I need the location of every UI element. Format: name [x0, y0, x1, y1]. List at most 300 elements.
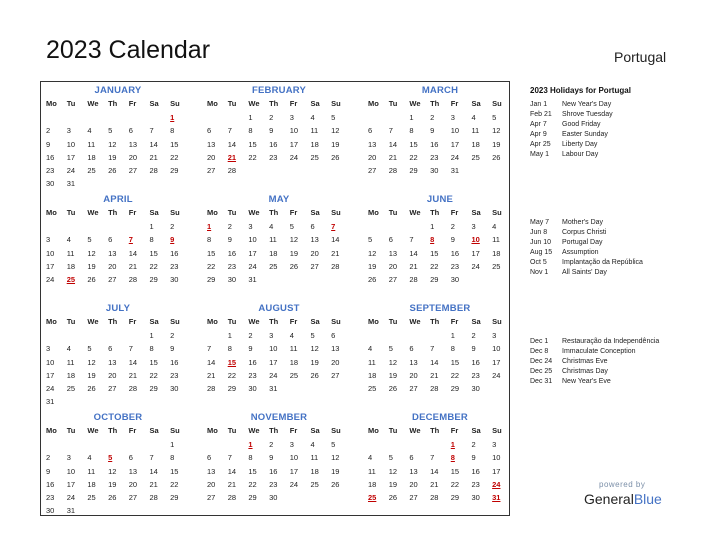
day-cell[interactable]: 24 [248, 261, 257, 271]
day-cell[interactable]: 26 [492, 152, 501, 162]
day-cell[interactable]: 15 [430, 248, 439, 258]
day-cell[interactable]: 29 [207, 275, 216, 285]
day-cell[interactable]: 2 [450, 222, 455, 231]
day-cell[interactable]: 1 [149, 222, 154, 231]
day-cell[interactable]: 20 [207, 479, 216, 489]
day-cell[interactable]: 29 [409, 166, 418, 176]
day-cell[interactable]: 10 [450, 126, 460, 136]
day-cell[interactable]: 5 [388, 453, 393, 463]
day-cell[interactable]: 27 [108, 275, 117, 285]
day-cell[interactable]: 5 [108, 126, 113, 136]
day-cell[interactable]: 13 [388, 248, 398, 258]
day-cell[interactable]: 26 [331, 152, 340, 162]
day-cell[interactable]: 3 [66, 453, 71, 463]
day-cell[interactable]: 3 [289, 113, 294, 122]
day-cell[interactable]: 22 [248, 479, 257, 489]
day-cell[interactable]: 2 [269, 440, 274, 449]
day-cell[interactable]: 2 [471, 440, 476, 449]
day-cell[interactable]: 22 [409, 152, 418, 162]
day-cell[interactable]: 14 [149, 139, 158, 149]
day-cell[interactable]: 3 [289, 440, 294, 449]
day-cell[interactable]: 12 [310, 344, 319, 354]
day-cell[interactable]: 14 [388, 139, 398, 149]
day-cell[interactable]: 17 [289, 139, 299, 149]
day-cell[interactable]: 3 [46, 235, 51, 245]
day-cell[interactable]: 9 [269, 126, 274, 136]
day-cell[interactable]: 31 [46, 397, 55, 407]
day-cell[interactable]: 12 [388, 357, 398, 367]
day-cell[interactable]: 16 [170, 357, 179, 367]
day-cell[interactable]: 19 [368, 261, 377, 271]
day-cell[interactable]: 8 [227, 344, 232, 354]
day-cell[interactable]: 18 [66, 370, 76, 380]
day-cell[interactable]: 22 [149, 261, 158, 271]
day-cell[interactable]: 5 [368, 235, 373, 245]
day-cell[interactable]: 19 [108, 152, 117, 162]
day-cell[interactable]: 23 [269, 479, 278, 489]
day-cell[interactable]: 25 [310, 152, 319, 162]
day-cell[interactable]: 31 [248, 275, 257, 285]
day-cell[interactable]: 6 [128, 453, 133, 463]
day-cell[interactable]: 16 [269, 139, 278, 149]
day-cell[interactable]: 5 [331, 113, 336, 122]
day-cell[interactable]: 26 [331, 479, 340, 489]
day-cell[interactable]: 1 [430, 222, 435, 231]
day-cell[interactable]: 11 [368, 466, 376, 476]
day-cell[interactable]: 21 [149, 152, 158, 162]
day-cell[interactable]: 24 [269, 370, 278, 380]
day-cell[interactable]: 24 [450, 152, 460, 162]
day-cell[interactable]: 6 [310, 222, 315, 231]
day-cell[interactable]: 24 [66, 493, 76, 503]
day-cell[interactable]: 28 [128, 384, 138, 394]
day-cell[interactable]: 28 [149, 166, 158, 176]
day-cell[interactable]: 9 [46, 466, 51, 476]
day-cell[interactable]: 4 [471, 113, 476, 122]
day-cell[interactable]: 19 [388, 370, 398, 380]
day-cell[interactable]: 10 [248, 235, 257, 245]
day-cell[interactable]: 24 [66, 166, 76, 176]
day-cell[interactable]: 15 [450, 466, 460, 476]
day-cell[interactable]: 3 [492, 440, 497, 449]
day-cell[interactable]: 17 [492, 357, 501, 367]
day-cell[interactable]: 16 [450, 248, 460, 258]
day-cell[interactable]: 23 [471, 479, 480, 489]
day-cell[interactable]: 18 [471, 139, 480, 149]
holiday-day-cell[interactable]: 9 [170, 235, 175, 245]
day-cell[interactable]: 30 [46, 506, 55, 516]
day-cell[interactable]: 9 [471, 453, 476, 463]
day-cell[interactable]: 29 [149, 384, 158, 394]
day-cell[interactable]: 21 [331, 248, 340, 258]
day-cell[interactable]: 21 [430, 479, 439, 489]
day-cell[interactable]: 26 [388, 493, 398, 503]
day-cell[interactable]: 14 [207, 357, 216, 367]
day-cell[interactable]: 26 [87, 275, 96, 285]
day-cell[interactable]: 4 [269, 222, 274, 231]
day-cell[interactable]: 29 [450, 493, 460, 503]
day-cell[interactable]: 14 [409, 248, 418, 258]
day-cell[interactable]: 8 [409, 126, 414, 136]
day-cell[interactable]: 12 [108, 139, 117, 149]
day-cell[interactable]: 12 [87, 357, 96, 367]
day-cell[interactable]: 10 [289, 453, 299, 463]
day-cell[interactable]: 25 [310, 479, 319, 489]
day-cell[interactable]: 30 [450, 275, 460, 285]
day-cell[interactable]: 20 [207, 152, 216, 162]
day-cell[interactable]: 14 [227, 466, 237, 476]
day-cell[interactable]: 6 [331, 331, 336, 340]
day-cell[interactable]: 13 [108, 248, 117, 258]
day-cell[interactable]: 12 [289, 235, 299, 245]
holiday-day-cell[interactable]: 25 [368, 493, 377, 503]
day-cell[interactable]: 11 [87, 139, 96, 149]
day-cell[interactable]: 17 [471, 248, 480, 258]
day-cell[interactable]: 1 [170, 440, 175, 449]
holiday-day-cell[interactable]: 1 [450, 440, 455, 449]
day-cell[interactable]: 27 [128, 493, 138, 503]
day-cell[interactable]: 16 [430, 139, 439, 149]
day-cell[interactable]: 24 [46, 384, 55, 394]
day-cell[interactable]: 21 [128, 261, 138, 271]
day-cell[interactable]: 7 [149, 453, 154, 463]
day-cell[interactable]: 24 [492, 370, 501, 380]
day-cell[interactable]: 20 [409, 479, 418, 489]
day-cell[interactable]: 2 [269, 113, 274, 122]
day-cell[interactable]: 13 [128, 466, 138, 476]
day-cell[interactable]: 29 [450, 384, 460, 394]
day-cell[interactable]: 7 [430, 344, 435, 354]
day-cell[interactable]: 4 [66, 344, 71, 354]
day-cell[interactable]: 16 [471, 466, 480, 476]
day-cell[interactable]: 10 [492, 453, 501, 463]
day-cell[interactable]: 28 [227, 166, 237, 176]
day-cell[interactable]: 23 [170, 370, 179, 380]
day-cell[interactable]: 26 [310, 370, 319, 380]
day-cell[interactable]: 25 [269, 261, 278, 271]
day-cell[interactable]: 3 [269, 331, 274, 340]
holiday-day-cell[interactable]: 8 [450, 453, 455, 463]
day-cell[interactable]: 13 [207, 466, 216, 476]
day-cell[interactable]: 15 [409, 139, 418, 149]
day-cell[interactable]: 20 [331, 357, 340, 367]
day-cell[interactable]: 30 [430, 166, 439, 176]
day-cell[interactable]: 13 [409, 466, 418, 476]
day-cell[interactable]: 4 [310, 440, 315, 449]
day-cell[interactable]: 13 [108, 357, 117, 367]
day-cell[interactable]: 4 [66, 235, 71, 245]
day-cell[interactable]: 15 [149, 357, 158, 367]
day-cell[interactable]: 13 [128, 139, 138, 149]
day-cell[interactable]: 7 [388, 126, 393, 136]
day-cell[interactable]: 21 [430, 370, 439, 380]
day-cell[interactable]: 7 [227, 453, 232, 463]
day-cell[interactable]: 12 [331, 453, 340, 463]
day-cell[interactable]: 15 [170, 139, 179, 149]
day-cell[interactable]: 27 [108, 384, 117, 394]
day-cell[interactable]: 11 [492, 235, 500, 245]
day-cell[interactable]: 30 [269, 493, 278, 503]
day-cell[interactable]: 27 [388, 275, 398, 285]
day-cell[interactable]: 4 [492, 222, 497, 231]
day-cell[interactable]: 13 [368, 139, 377, 149]
holiday-day-cell[interactable]: 1 [207, 222, 212, 231]
day-cell[interactable]: 12 [108, 466, 117, 476]
day-cell[interactable]: 11 [310, 126, 319, 136]
day-cell[interactable]: 23 [248, 370, 257, 380]
day-cell[interactable]: 29 [430, 275, 439, 285]
day-cell[interactable]: 24 [46, 275, 55, 285]
day-cell[interactable]: 23 [269, 152, 278, 162]
day-cell[interactable]: 12 [368, 248, 377, 258]
day-cell[interactable]: 31 [66, 179, 76, 189]
day-cell[interactable]: 31 [450, 166, 460, 176]
day-cell[interactable]: 9 [227, 235, 232, 245]
day-cell[interactable]: 31 [269, 384, 278, 394]
day-cell[interactable]: 17 [46, 261, 55, 271]
holiday-day-cell[interactable]: 5 [108, 453, 113, 463]
day-cell[interactable]: 29 [170, 166, 179, 176]
day-cell[interactable]: 16 [248, 357, 257, 367]
day-cell[interactable]: 7 [207, 344, 212, 354]
day-cell[interactable]: 18 [87, 479, 96, 489]
day-cell[interactable]: 5 [87, 235, 92, 245]
day-cell[interactable]: 8 [450, 344, 455, 354]
day-cell[interactable]: 14 [430, 466, 439, 476]
day-cell[interactable]: 29 [227, 384, 237, 394]
day-cell[interactable]: 21 [388, 152, 398, 162]
day-cell[interactable]: 26 [108, 493, 117, 503]
day-cell[interactable]: 30 [170, 384, 179, 394]
day-cell[interactable]: 13 [409, 357, 418, 367]
holiday-day-cell[interactable]: 25 [66, 275, 76, 285]
day-cell[interactable]: 19 [331, 139, 340, 149]
day-cell[interactable]: 20 [108, 261, 117, 271]
day-cell[interactable]: 5 [310, 331, 315, 340]
day-cell[interactable]: 26 [87, 384, 96, 394]
day-cell[interactable]: 9 [248, 344, 253, 354]
day-cell[interactable]: 23 [471, 370, 480, 380]
day-cell[interactable]: 17 [450, 139, 460, 149]
day-cell[interactable]: 28 [207, 384, 216, 394]
day-cell[interactable]: 11 [66, 248, 75, 258]
day-cell[interactable]: 19 [108, 479, 117, 489]
day-cell[interactable]: 30 [46, 179, 55, 189]
day-cell[interactable]: 9 [430, 126, 435, 136]
day-cell[interactable]: 16 [170, 248, 179, 258]
day-cell[interactable]: 12 [87, 248, 96, 258]
day-cell[interactable]: 20 [310, 248, 319, 258]
day-cell[interactable]: 25 [471, 152, 480, 162]
day-cell[interactable]: 21 [207, 370, 216, 380]
day-cell[interactable]: 23 [46, 493, 55, 503]
day-cell[interactable]: 22 [430, 261, 439, 271]
day-cell[interactable]: 6 [388, 235, 393, 245]
day-cell[interactable]: 29 [170, 493, 179, 503]
day-cell[interactable]: 27 [128, 166, 138, 176]
day-cell[interactable]: 6 [368, 126, 373, 136]
brand-logo[interactable] [584, 491, 662, 507]
day-cell[interactable]: 20 [108, 370, 117, 380]
day-cell[interactable]: 14 [128, 248, 138, 258]
day-cell[interactable]: 31 [66, 506, 76, 516]
day-cell[interactable]: 17 [66, 152, 76, 162]
day-cell[interactable]: 7 [409, 235, 414, 245]
day-cell[interactable]: 2 [170, 331, 175, 340]
day-cell[interactable]: 24 [289, 152, 299, 162]
day-cell[interactable]: 1 [149, 331, 154, 340]
holiday-day-cell[interactable]: 21 [227, 152, 237, 162]
day-cell[interactable]: 28 [331, 261, 340, 271]
day-cell[interactable]: 6 [108, 235, 113, 245]
day-cell[interactable]: 23 [430, 152, 439, 162]
day-cell[interactable]: 16 [471, 357, 480, 367]
day-cell[interactable]: 25 [492, 261, 501, 271]
day-cell[interactable]: 15 [248, 139, 257, 149]
day-cell[interactable]: 19 [87, 261, 96, 271]
day-cell[interactable]: 28 [388, 166, 398, 176]
day-cell[interactable]: 2 [227, 222, 232, 231]
day-cell[interactable]: 2 [471, 331, 476, 340]
day-cell[interactable]: 22 [248, 152, 257, 162]
day-cell[interactable]: 18 [269, 248, 278, 258]
day-cell[interactable]: 8 [207, 235, 212, 245]
day-cell[interactable]: 13 [207, 139, 216, 149]
day-cell[interactable]: 3 [492, 331, 497, 340]
day-cell[interactable]: 15 [170, 466, 179, 476]
day-cell[interactable]: 19 [331, 466, 340, 476]
day-cell[interactable]: 15 [450, 357, 460, 367]
day-cell[interactable]: 7 [128, 344, 133, 354]
day-cell[interactable]: 11 [87, 466, 96, 476]
day-cell[interactable]: 17 [492, 466, 501, 476]
day-cell[interactable]: 11 [310, 453, 319, 463]
day-cell[interactable]: 1 [248, 113, 253, 122]
day-cell[interactable]: 6 [409, 453, 414, 463]
day-cell[interactable]: 3 [471, 222, 476, 231]
day-cell[interactable]: 4 [368, 344, 373, 354]
day-cell[interactable]: 28 [149, 493, 158, 503]
day-cell[interactable]: 21 [149, 479, 158, 489]
day-cell[interactable]: 21 [128, 370, 138, 380]
day-cell[interactable]: 15 [248, 466, 257, 476]
day-cell[interactable]: 22 [170, 479, 179, 489]
day-cell[interactable]: 5 [331, 440, 336, 449]
day-cell[interactable]: 4 [368, 453, 373, 463]
day-cell[interactable]: 25 [289, 370, 299, 380]
day-cell[interactable]: 10 [492, 344, 501, 354]
day-cell[interactable]: 10 [289, 126, 299, 136]
day-cell[interactable]: 22 [207, 261, 216, 271]
day-cell[interactable]: 5 [492, 113, 497, 122]
day-cell[interactable]: 28 [430, 493, 439, 503]
day-cell[interactable]: 21 [409, 261, 418, 271]
day-cell[interactable]: 13 [331, 344, 340, 354]
holiday-day-cell[interactable]: 10 [471, 235, 480, 245]
day-cell[interactable]: 19 [87, 370, 96, 380]
day-cell[interactable]: 18 [66, 261, 76, 271]
day-cell[interactable]: 10 [66, 139, 76, 149]
day-cell[interactable]: 22 [450, 479, 460, 489]
day-cell[interactable]: 26 [368, 275, 377, 285]
day-cell[interactable]: 6 [128, 126, 133, 136]
day-cell[interactable]: 18 [368, 370, 377, 380]
day-cell[interactable]: 21 [227, 479, 237, 489]
day-cell[interactable]: 18 [368, 479, 377, 489]
day-cell[interactable]: 9 [471, 344, 476, 354]
day-cell[interactable]: 7 [430, 453, 435, 463]
day-cell[interactable]: 23 [46, 166, 55, 176]
day-cell[interactable]: 6 [108, 344, 113, 354]
day-cell[interactable]: 27 [409, 493, 418, 503]
holiday-day-cell[interactable]: 31 [492, 493, 501, 503]
day-cell[interactable]: 14 [227, 139, 237, 149]
day-cell[interactable]: 28 [128, 275, 138, 285]
day-cell[interactable]: 27 [409, 384, 418, 394]
day-cell[interactable]: 1 [450, 331, 455, 340]
day-cell[interactable]: 30 [471, 493, 480, 503]
day-cell[interactable]: 5 [87, 344, 92, 354]
day-cell[interactable]: 2 [430, 113, 435, 122]
day-cell[interactable]: 9 [46, 139, 51, 149]
day-cell[interactable]: 2 [248, 331, 253, 340]
day-cell[interactable]: 15 [207, 248, 216, 258]
day-cell[interactable]: 13 [310, 235, 319, 245]
holiday-day-cell[interactable]: 15 [227, 357, 237, 367]
day-cell[interactable]: 20 [368, 152, 377, 162]
day-cell[interactable]: 16 [46, 479, 55, 489]
day-cell[interactable]: 22 [149, 370, 158, 380]
day-cell[interactable]: 9 [450, 235, 455, 245]
day-cell[interactable]: 22 [450, 370, 460, 380]
day-cell[interactable]: 28 [227, 493, 237, 503]
day-cell[interactable]: 1 [227, 331, 232, 340]
day-cell[interactable]: 24 [289, 479, 299, 489]
day-cell[interactable]: 4 [310, 113, 315, 122]
day-cell[interactable]: 16 [46, 152, 55, 162]
day-cell[interactable]: 11 [289, 344, 298, 354]
day-cell[interactable]: 26 [108, 166, 117, 176]
day-cell[interactable]: 16 [269, 466, 278, 476]
day-cell[interactable]: 17 [46, 370, 55, 380]
day-cell[interactable]: 27 [310, 261, 319, 271]
day-cell[interactable]: 25 [66, 384, 76, 394]
day-cell[interactable]: 23 [170, 261, 179, 271]
day-cell[interactable]: 14 [128, 357, 138, 367]
day-cell[interactable]: 17 [66, 479, 76, 489]
day-cell[interactable]: 8 [248, 126, 253, 136]
day-cell[interactable]: 18 [310, 139, 319, 149]
day-cell[interactable]: 17 [289, 466, 299, 476]
day-cell[interactable]: 6 [409, 344, 414, 354]
day-cell[interactable]: 25 [87, 493, 96, 503]
holiday-day-cell[interactable]: 8 [430, 235, 435, 245]
day-cell[interactable]: 4 [87, 453, 92, 463]
day-cell[interactable]: 14 [331, 235, 340, 245]
day-cell[interactable]: 10 [46, 357, 55, 367]
day-cell[interactable]: 9 [269, 453, 274, 463]
day-cell[interactable]: 8 [248, 453, 253, 463]
holiday-day-cell[interactable]: 7 [331, 222, 336, 231]
day-cell[interactable]: 6 [207, 126, 212, 136]
day-cell[interactable]: 3 [46, 344, 51, 354]
day-cell[interactable]: 27 [368, 166, 377, 176]
day-cell[interactable]: 27 [207, 493, 216, 503]
day-cell[interactable]: 8 [170, 453, 175, 463]
day-cell[interactable]: 12 [388, 466, 398, 476]
day-cell[interactable]: 30 [471, 384, 480, 394]
holiday-day-cell[interactable]: 24 [492, 479, 501, 489]
